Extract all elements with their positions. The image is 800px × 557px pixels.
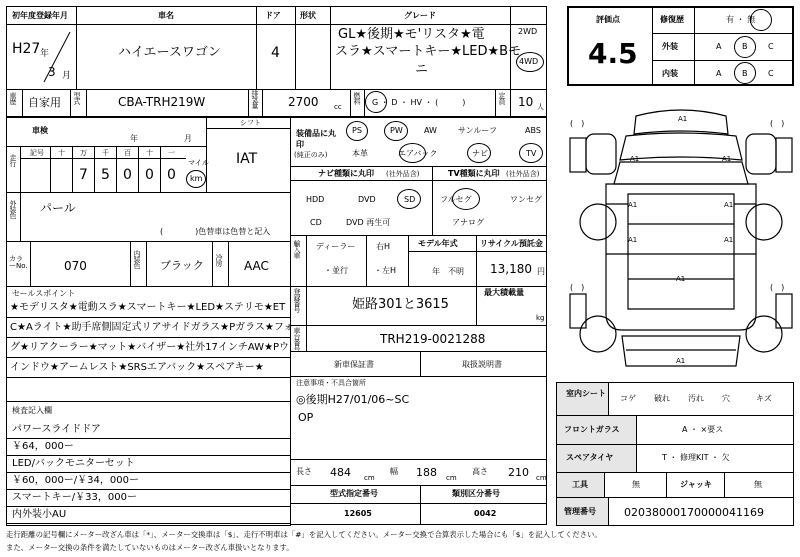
ext-grade-label: 外装 — [662, 42, 678, 51]
displacement-label: 排気量 — [251, 90, 259, 108]
mgmt-label: 管理番号 — [564, 507, 596, 516]
grade-option: B — [742, 42, 748, 51]
sheet-option: 破れ — [654, 394, 670, 403]
mileage-label: 走行 — [9, 154, 17, 166]
drive-2wd: 2WD — [518, 27, 538, 36]
first-reg-label: 初年度登録年月 — [12, 11, 68, 20]
digit-header: 万 — [80, 149, 87, 157]
ext-b-circle — [734, 36, 756, 58]
chassis-value: TRH219-0021288 — [380, 332, 486, 346]
digit-divider — [138, 146, 139, 193]
grade-option: B — [742, 69, 748, 78]
model-label: 型式 — [73, 92, 81, 104]
nav-dvd: DVD — [358, 195, 376, 204]
mgmt-value: 02038000170000041169 — [624, 506, 764, 519]
glass-label: フロントガラス — [564, 425, 620, 434]
sd-circle — [397, 189, 421, 209]
mile-label: マイル — [188, 159, 209, 167]
grade-option: C — [768, 69, 774, 78]
fuel-options: G ・ D ・ HV ・ ( ) — [372, 98, 466, 107]
color-no-label: カラーNo. — [9, 255, 28, 270]
capacity-label: 定員 — [498, 92, 506, 104]
digit-divider — [116, 146, 117, 193]
km-label: km — [190, 174, 203, 183]
mark-right-low: A1 — [724, 236, 734, 244]
mark-right-upper: A1 — [722, 155, 732, 163]
inspector-underline — [6, 506, 291, 507]
nav-sub: (社外品含) — [386, 170, 420, 178]
fuel-g-circle — [365, 91, 387, 113]
import-left: ・左H — [374, 266, 397, 275]
recycle-label: リサイクル預託金 — [480, 239, 543, 248]
import-label: 輸入車 — [293, 240, 301, 258]
digit-value: 0 — [123, 167, 132, 183]
inspector-underline — [6, 472, 291, 473]
inspector-underline — [6, 523, 291, 524]
inspector-line: LED/バックモニターセット — [12, 458, 135, 469]
inspector-underline — [6, 438, 291, 439]
navi-circle — [467, 143, 491, 163]
mark-left-low: A1 — [628, 236, 638, 244]
digit-header: 百 — [124, 149, 131, 157]
inspection-month: 月 — [184, 134, 192, 143]
model-year-label: モデル年式 — [418, 239, 458, 248]
tv-sub: (社外品含) — [506, 170, 540, 178]
equipment-option: AW — [424, 126, 437, 135]
type-row — [290, 485, 547, 525]
cc-unit: cc — [334, 103, 342, 111]
sheet-label: 室内シート — [566, 389, 606, 398]
nav-hdd: HDD — [306, 195, 325, 204]
sheet-option: 汚れ — [688, 394, 704, 403]
height-cm: cm — [536, 474, 547, 482]
model-year-value: 年 不明 — [432, 267, 464, 276]
equipment-option: ナビ — [472, 149, 488, 158]
fullseg-circle — [452, 188, 480, 210]
repair-none-circle — [750, 9, 772, 31]
equipment-option: PW — [390, 126, 403, 135]
digit-header: 一 — [168, 149, 175, 157]
sales-point-line: C★Aライト★助手席側固定式リアサイドガラス★Pガラス★フォ — [10, 322, 294, 333]
model-value: CBA-TRH219W — [118, 95, 206, 109]
color-no-value: 070 — [64, 259, 87, 273]
fuel-label: 燃料 — [353, 92, 361, 104]
inspector-underline — [6, 455, 291, 456]
digit-divider — [160, 146, 161, 193]
exterior-label: 外装色 — [9, 200, 17, 218]
glass-value: A ・ ×要ス — [682, 425, 724, 434]
sheet-option: 穴 — [722, 394, 730, 403]
tv-fullseg: フルセグ — [440, 195, 472, 204]
class-no-label: 類別区分番号 — [452, 489, 500, 498]
tv-circle — [519, 143, 543, 163]
paren-fr: ( ) — [770, 119, 785, 128]
jack-label: ジャッキ — [680, 480, 712, 489]
import-right: 右H — [376, 242, 391, 251]
ps-circle — [346, 121, 368, 141]
inspector-line: パワースライドドア — [12, 424, 101, 435]
inspector-line: ￥64，000ー — [12, 441, 74, 452]
height-label: 高さ — [472, 467, 488, 476]
shift-label: シフト — [240, 119, 261, 127]
equipment-option: TV — [526, 149, 537, 158]
grade-line1: GL★後期★モ'リスタ★電 — [338, 27, 485, 42]
sales-underline — [6, 377, 291, 378]
year-unit: 年 — [40, 49, 50, 59]
chassis-label: 車台番号 — [293, 327, 301, 351]
max-load-kg: kg — [536, 314, 545, 322]
inspection-year: 年 — [130, 134, 138, 143]
sales-point-label: セールスポイント — [12, 289, 76, 298]
sheet-option: コゲ — [620, 394, 636, 403]
digit-divider — [94, 146, 95, 193]
equipment-option: 本革 — [352, 149, 368, 158]
tv-label: TV種類に丸印 — [448, 169, 500, 178]
nav-sd: SD — [404, 195, 416, 204]
exterior-note: ( )色替車は色替と記入 — [160, 227, 271, 236]
ac-value: AAC — [244, 259, 269, 273]
use-value: 自家用 — [28, 96, 61, 109]
equipment-option: ABS — [525, 126, 541, 135]
score-value: 4.5 — [588, 37, 638, 70]
sales-underline — [6, 357, 291, 358]
grade-line3: ニ — [415, 62, 429, 77]
type-no-label: 型式指定番号 — [330, 489, 378, 498]
memo-label: 記号 — [30, 149, 44, 157]
spare-value: T ・ 修理KIT ・ 欠 — [662, 453, 730, 462]
warranty-label: 新車保証書 — [334, 360, 374, 369]
length-cm: cm — [364, 474, 375, 482]
repair-value: 有 ・ 無 — [726, 15, 756, 24]
door-label: ドア — [265, 11, 281, 20]
interior-color-label: 内装色 — [133, 250, 141, 268]
length-label: 長さ — [296, 467, 312, 476]
length-value: 484 — [330, 466, 351, 479]
car-diagram — [566, 104, 796, 379]
tv-analog: アナログ — [452, 218, 484, 227]
car-name: ハイエースワゴン — [118, 45, 221, 60]
notes-line1: ◎後期H27/01/06~SC — [296, 393, 410, 406]
interior-color-value: ブラック — [160, 259, 204, 272]
digit-divider — [72, 146, 73, 193]
grade-label: グレード — [404, 11, 436, 20]
inspector-underline — [6, 489, 291, 490]
import-parallel: ・並行 — [324, 266, 348, 275]
equipment-option: サンルーフ — [458, 126, 497, 135]
capacity-value: 10 — [518, 95, 534, 109]
int-b-circle — [734, 62, 756, 84]
recycle-value: 13,180 — [490, 262, 532, 276]
docs-row — [290, 351, 547, 377]
digit-value: 5 — [101, 167, 110, 183]
first-reg-month: 3 — [48, 65, 56, 79]
shift-value: IAT — [236, 151, 258, 167]
height-value: 210 — [508, 466, 529, 479]
manual-label: 取扱説明書 — [462, 360, 502, 369]
pw-circle — [384, 121, 408, 141]
tools-value: 無 — [632, 480, 640, 489]
displacement-value: 2700 — [288, 95, 319, 109]
nav-label: ナビ種類に丸印 — [318, 169, 374, 178]
score-label: 評価点 — [596, 15, 620, 24]
shape-label: 形状 — [300, 11, 316, 20]
grade-line2: スラ★スマートキー★LED★Bモ — [335, 44, 522, 59]
use-label: 車歴 — [9, 92, 17, 104]
width-value: 188 — [416, 466, 437, 479]
mark-top: A1 — [678, 115, 688, 123]
max-load-label: 最大積載量 — [484, 288, 524, 297]
equipment-sub: (純正のみ) — [294, 151, 328, 159]
tools-label: 工具 — [572, 480, 588, 489]
notes-label: 注意事項・不具合箇所 — [296, 379, 366, 387]
width-label: 幅 — [390, 467, 398, 476]
inspector-label: 検査記入欄 — [12, 406, 52, 415]
paren-fl: ( ) — [570, 119, 585, 128]
tv-oneseg: ワンセグ — [510, 195, 542, 204]
sales-underline — [6, 317, 291, 318]
sales-point-line: インドウ★アームレスト★SRSエアバック★スペアキー★ — [10, 362, 264, 373]
first-reg-era: H27 — [12, 41, 41, 57]
spare-label: スペアタイヤ — [566, 453, 614, 462]
mark-right-mid: A1 — [724, 201, 734, 209]
person-unit: 人 — [537, 103, 544, 111]
digit-header: 十 — [58, 149, 65, 157]
jack-value: 無 — [754, 480, 762, 489]
paren-rr: ( ) — [770, 283, 785, 292]
sales-underline — [6, 337, 291, 338]
sales-point-line: ★モデリスタ★電動スラ★スマートキー★LED★ステリモ★ET — [10, 302, 286, 313]
month-unit: 月 — [62, 71, 72, 81]
grade-option: A — [716, 69, 722, 78]
digit-header: 千 — [102, 149, 109, 157]
car-name-label: 車名 — [158, 11, 174, 20]
ac-label: 冷房 — [215, 254, 223, 266]
inspection-label: 車検 — [32, 126, 48, 135]
model-row — [6, 89, 547, 117]
sales-point-line: グ★リアクーラー★マット★バイザー★社外17インチAW★Pウ — [10, 342, 290, 353]
class-no-value: 0042 — [474, 509, 497, 518]
exterior-value: パール — [40, 201, 76, 215]
sheet-option: キズ — [756, 394, 772, 403]
repair-label: 修復歴 — [660, 15, 684, 24]
import-dealer: ディーラー — [316, 242, 356, 251]
digit-value: 7 — [79, 167, 88, 183]
digit-value: 0 — [167, 167, 176, 183]
equipment-option: PS — [352, 126, 362, 135]
registration-value: 姫路301と3615 — [352, 297, 449, 312]
inspector-line: スマートキー/￥33，000ー — [12, 492, 137, 503]
paren-rl: ( ) — [570, 283, 585, 292]
footer-line1: 走行距離の記号欄にメーター改ざん車は「*」、メーター交換車は「$」、走行不明車は「#」を記入してください。メーター交換で合算表示した場合にも「$」を記入してください。 — [6, 530, 602, 539]
mark-left-upper: A1 — [630, 155, 640, 163]
notes-line2: OP — [298, 411, 314, 424]
int-grade-label: 内装 — [662, 69, 678, 78]
width-cm: cm — [446, 474, 457, 482]
inspector-line: ￥60，000ー/￥34，000ー — [12, 475, 139, 486]
mark-left-mid: A1 — [628, 201, 638, 209]
mark-bumper: A1 — [676, 357, 686, 365]
digit-value: 0 — [145, 167, 154, 183]
type-no-value: 12605 — [344, 509, 372, 518]
nav-dvd-play: DVD 再生可 — [346, 218, 391, 227]
digit-header: 十 — [146, 149, 153, 157]
recycle-yen: 円 — [537, 267, 545, 276]
equipment-option: エアバック — [398, 149, 438, 158]
grade-option: C — [768, 42, 774, 51]
footer-line2: また、メーター交換の条件を満たしていないものはメーター改ざん車扱いとなります。 — [6, 543, 294, 552]
registration-label: 登録番号 — [293, 288, 301, 312]
digit-divider — [50, 146, 51, 193]
doors-value: 4 — [271, 45, 280, 61]
airbag-circle — [399, 143, 426, 163]
drive-4wd: 4WD — [519, 57, 539, 66]
mark-rear: A1 — [676, 275, 686, 283]
grade-option: A — [716, 42, 722, 51]
nav-cd: CD — [310, 218, 322, 227]
equipment-label: 装備品に丸印 — [296, 129, 336, 149]
notes-block — [290, 376, 547, 460]
inspector-line: 内外装小AU — [12, 509, 67, 520]
